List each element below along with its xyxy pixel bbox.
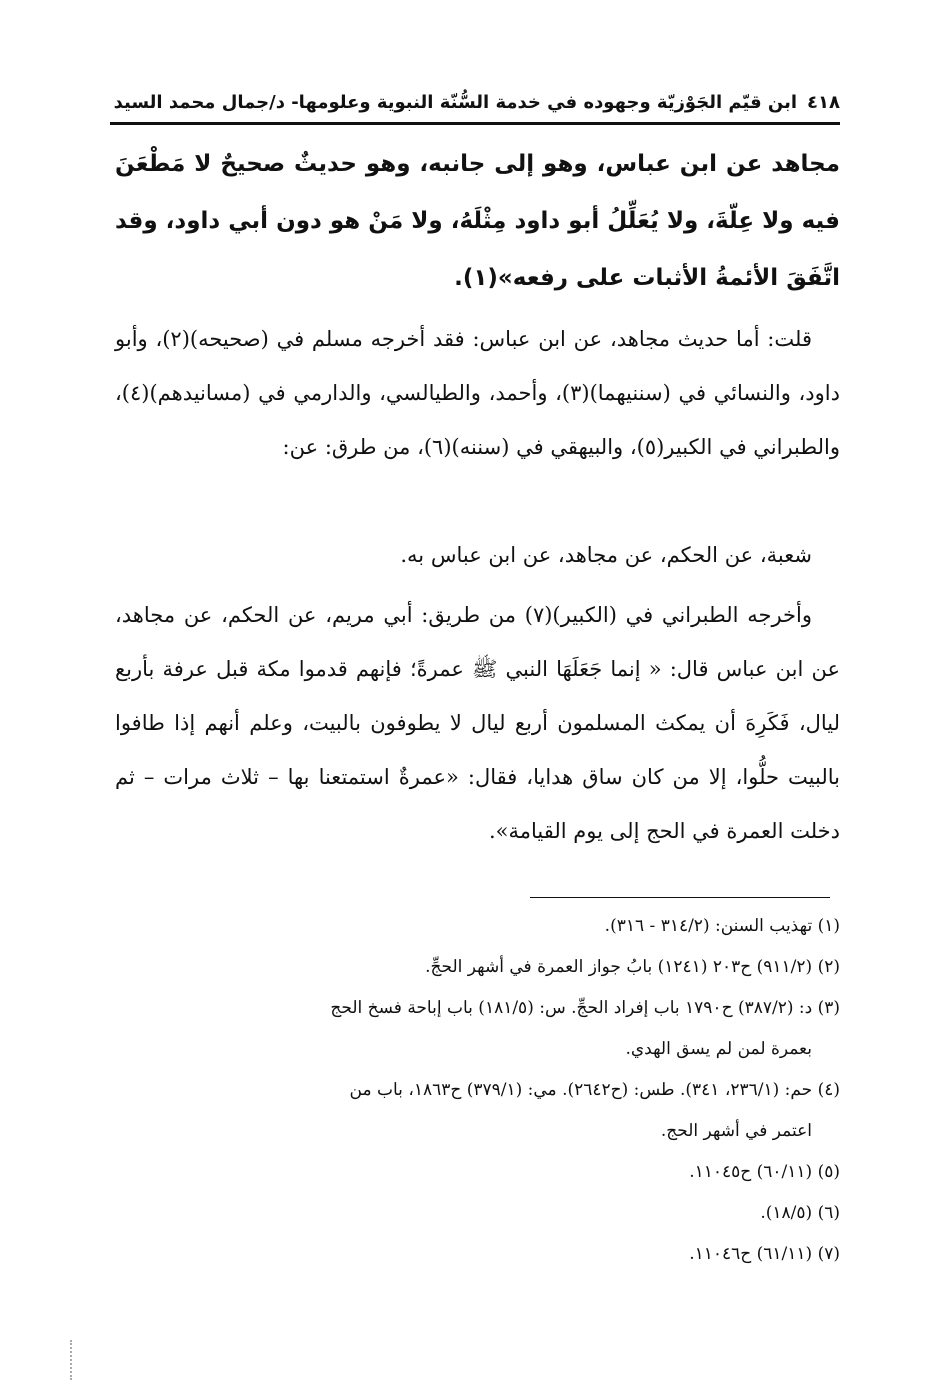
footnote-line: (٣) د: (٣٨٧/٢) ح١٧٩٠ باب إفراد الحجِّ. س: (١٨١/٥) باب إباحة فسخ الحج — [330, 998, 840, 1018]
footnote-6 — [115, 1193, 840, 1234]
quoted-text: مجاهد عن ابن عباس، وهو إلى جانبه، وهو حديثٌ صحيحٌ لا مَطْعَنَ فيه ولا عِلّةَ، ولا يُعَلِّلُ أبو داود مِثْلَهُ، ولا مَنْ هو دون أبي داود، وقد اتَّفَقَ الأئمةُ الأثبات على رفعه»(١). — [115, 151, 840, 291]
header-rule — [110, 122, 840, 125]
footnotes — [115, 906, 840, 1275]
footnote-7 — [115, 1234, 840, 1275]
footnote-line: (١) تهذيب السنن: (٣١٤/٢ - ٣١٦). — [604, 916, 840, 936]
footnote-4 — [115, 1070, 840, 1152]
footnote-rule — [530, 897, 830, 898]
footnote-5 — [115, 1152, 840, 1193]
footnote-3 — [115, 988, 840, 1070]
footnote-line: (٤) حم: (٢٣٦/١، ٣٤١). طس: (ح٢٦٤٢). مي: (٣٧٩/١) ح١٨٦٣، باب من — [349, 1080, 840, 1100]
footnote-line: (٧) (٦١/١١) ح١١٠٤٦. — [689, 1244, 840, 1264]
footnote-continuation: اعتمر في أشهر الحج. — [660, 1121, 812, 1141]
page-number: ٤١٨ — [807, 91, 840, 113]
footnote-1 — [115, 906, 840, 947]
footnote-line: (٢) (٩١١/٢) ح٢٠٣ (١٢٤١) بابُ جواز العمرة في أشهر الحجِّ. — [425, 957, 840, 977]
footnote-line: (٥) (٦٠/١١) ح١١٠٤٥. — [689, 1162, 840, 1182]
paragraph-1: قلت: أما حديث مجاهد، عن ابن عباس: فقد أخرجه مسلم في (صحيحه)(٢)، وأبو داود، والنسائي في (سننيهما)(٣)، وأحمد، والطيالسي، والدارمي في (مسانيدهم)(٤)، والطبراني في الكبير(٥)، والبيهقي في (سننه)(٦)، من طرق: عن: — [115, 327, 840, 459]
binding-mark — [70, 1340, 74, 1380]
footnote-continuation: بعمرة لمن لم يسق الهدي. — [625, 1039, 812, 1059]
running-header — [110, 84, 840, 120]
header-title: ابن قيّم الجَوْزيّة وجهوده في خدمة السُّنّة النبوية وعلومها- د/جمال محمد السيد — [113, 91, 798, 113]
footnote-line: (٦) (١٨/٥). — [760, 1203, 840, 1223]
paragraph-2: شعبة، عن الحكم، عن مجاهد، عن ابن عباس به. — [400, 543, 812, 567]
footnote-2 — [115, 947, 840, 988]
paragraph-3: وأخرجه الطبراني في (الكبير)(٧) من طريق: أبي مريم، عن الحكم، عن مجاهد، عن ابن عباس قال: « إنما جَعَلَهَا النبي ﷺ عمرةً؛ فإنهم قدموا مكة قبل عرفة بأربع ليال، فَكَرِهَ أن يمكث المسلمون أربع ليال لا يطوفون بالبيت، وعلم أنهم إذا طافوا بالبيت حلُّوا، إلا من كان ساق هدايا، فقال: «عمرةٌ استمتعنا بها – ثلاث مرات – ثم دخلت العمرة في الحج إلى يوم القيامة». — [115, 603, 840, 843]
